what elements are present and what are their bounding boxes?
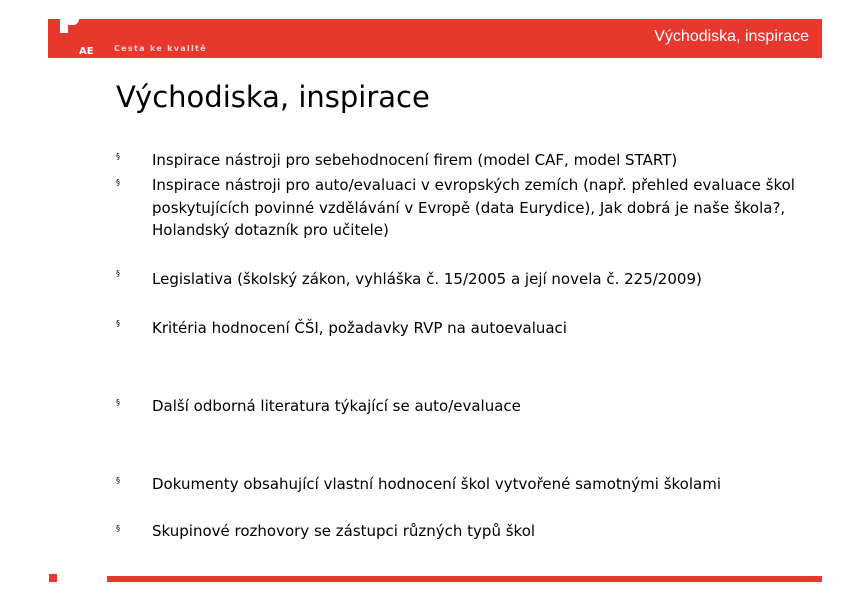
logo-initials: AE: [79, 46, 94, 57]
footer-bar: [107, 576, 822, 582]
bullet-item: Další odborná literatura týkající se auto/evaluace: [152, 397, 521, 415]
bullet-item: Legislativa (školský zákon, vyhláška č. 15/2005 a její novela č. 225/2009): [152, 270, 702, 288]
bullet-item: Inspirace nástroji pro sebehodnocení firem (model CAF, model START): [152, 151, 678, 169]
bullet-marker: §: [116, 152, 120, 161]
footer-square: [49, 574, 57, 582]
bullet-marker: §: [116, 178, 120, 187]
bullet-marker: §: [116, 269, 120, 278]
logo-notch: [60, 19, 68, 33]
bullet-item: Skupinové rozhovory se zástupci různých typů škol: [152, 522, 536, 540]
bullet-marker: §: [116, 319, 120, 328]
bullet-marker: §: [116, 398, 120, 407]
bullet-marker: §: [116, 476, 120, 485]
bullet-item: Kritéria hodnocení ČŠI, požadavky RVP na autoevaluaci: [152, 319, 567, 337]
slide-title: Východiska, inspirace: [116, 80, 430, 114]
bullet-item: Inspirace nástroji pro auto/evaluaci v evropských zemích (např. přehled evaluace škol poskytujících povinné vzdělávání v Evropě (data Eurydice), Jak dobrá je naše škola?, Holandský dotazník pro učitele): [152, 176, 795, 239]
header-title: Východiska, inspirace: [654, 28, 809, 45]
bullet-item: Dokumenty obsahující vlastní hodnocení škol vytvořené samotnými školami: [152, 475, 721, 493]
bullet-marker: §: [116, 524, 120, 533]
tagline: Cesta ke kvalitě: [114, 44, 207, 53]
